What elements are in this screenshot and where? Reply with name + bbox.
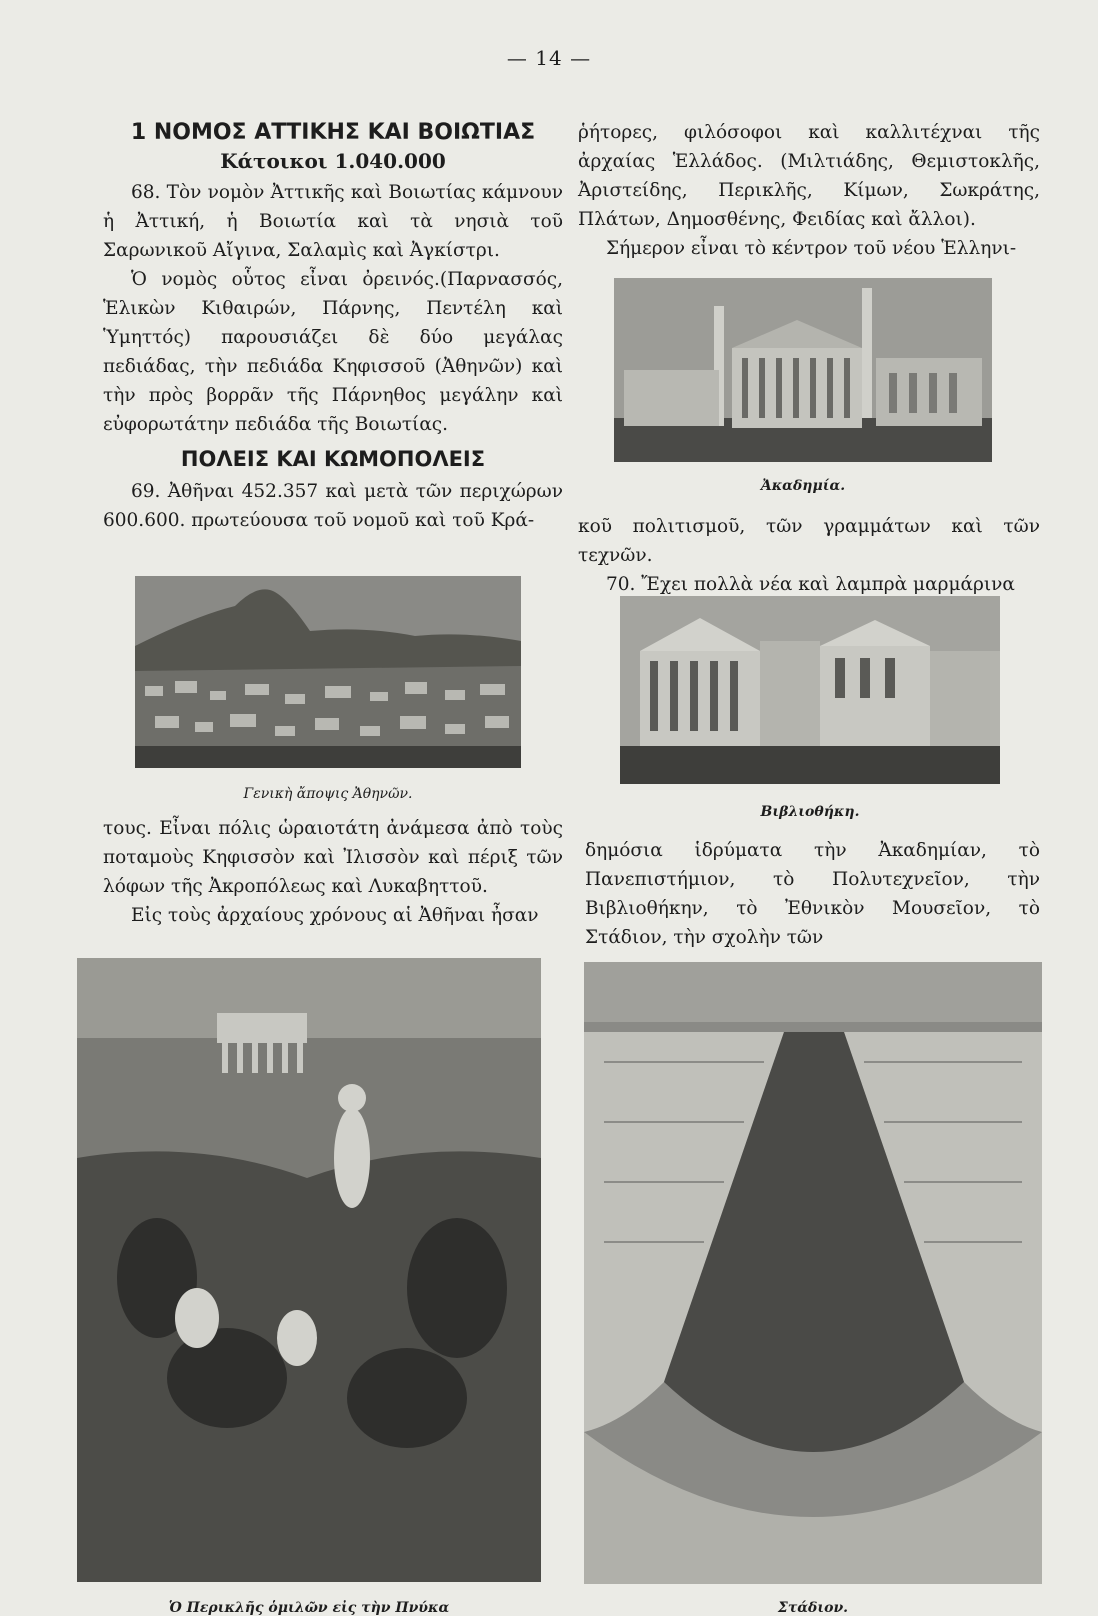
athens-view-photo [135, 576, 521, 768]
paragraph-69-cont: τους. Εἶναι πόλις ὡραιοτάτη ἀνάμεσα ἀπὸ τοὺς ποταμοὺς Κηφισσὸν καὶ Ἰλισσὸν καὶ πέριξ τῶν λόφων τῆς Ἀκροπόλεως καὶ Λυκαβηττοῦ. [103, 818, 563, 897]
right-column-middle [578, 512, 1040, 599]
paragraph-modern-center: Σήμερον εἶναι τὸ κέντρον τοῦ νέου Ἑλληνι- [606, 238, 1017, 259]
caption-athens-view: Γενικὴ ἄποψις Ἀθηνῶν. [243, 786, 413, 802]
paragraph-68: 68. Τὸν νομὸν Ἀττικῆς καὶ Βοιωτίας κάμνουν ἡ Ἀττική, ἡ Βοιωτία καὶ τὰ νησιὰ τοῦ Σαρωνικοῦ Αἴγινα, Σαλαμὶς καὶ Ἀγκίστρι. [103, 182, 563, 261]
chapter-heading: 1 ΝΟΜΟΣ ΑΤΤΙΚΗΣ ΚΑΙ ΒΟΙΩΤΙΑΣ [130, 120, 536, 145]
paragraph-69-ancient: Εἰς τοὺς ἀρχαίους χρόνους αἱ Ἀθῆναι ἦσαν [131, 905, 539, 926]
paragraph-70-institutions: δημόσια ἱδρύματα τὴν Ἀκαδημίαν, τὸ Πανεπιστήμιον, τὸ Πολυτεχνεῖον, τὴν Βιβλιοθήκην, τὸ Ἐθνικὸν Μουσεῖον, τὸ Στάδιον, τὴν σχολὴν τῶν [585, 840, 1040, 948]
paragraph-68-geography: Ὁ νομὸς οὗτος εἶναι ὀρεινός.(Παρνασσός, Ἑλικὼν Κιθαιρών, Πάρνης, Πεντέλη καὶ Ὑμηττός) παρουσιάζει δὲ δύο μεγάλας πεδιάδας, τὴν πεδιάδα Κηφισσοῦ (Ἀθηνῶν) καὶ τὴν πρὸς βορρᾶν τῆς Πάρνηθος μεγάλην καὶ εὐφορωτάτην πεδιάδα τῆς Βοιωτίας. [103, 269, 563, 435]
paragraph-famous-greeks: ῥήτορες, φιλόσοφοι καὶ καλλιτέχναι τῆς ἀρχαίας Ἑλλάδος. (Μιλτιάδης, Θεμιστοκλῆς, Ἀριστείδης, Περικλῆς, Κίμων, Σωκράτης, Πλάτων, Δημοσθένης, Φειδίας καὶ ἄλλοι). [578, 122, 1040, 230]
caption-academy: Ἀκαδημία. [760, 478, 846, 494]
left-column-middle [103, 814, 563, 930]
right-column-lower [585, 836, 1040, 952]
caption-library: Βιβλιοθήκη. [760, 804, 860, 820]
caption-stadium: Στάδιον. [777, 1600, 849, 1616]
stadium-photo [584, 962, 1042, 1584]
paragraph-culture: κοῦ πολιτισμοῦ, τῶν γραμμάτων καὶ τῶν τεχνῶν. [578, 516, 1040, 566]
page-number: — 14 — [506, 46, 592, 70]
academy-photo [614, 278, 992, 462]
paragraph-70: 70. Ἔχει πολλὰ νέα καὶ λαμπρὰ μαρμάρινα [606, 574, 1015, 595]
library-photo [620, 596, 1000, 784]
left-column-top [103, 118, 563, 535]
population-line: Κάτοικοι 1.040.000 [220, 149, 446, 173]
paragraph-69: 69. Ἀθῆναι 452.357 καὶ μετὰ τῶν περιχώρων 600.600. πρωτεύουσα τοῦ νομοῦ καὶ τοῦ Κρά- [103, 481, 563, 531]
section-heading-cities: ΠΟΛΕΙΣ ΚΑΙ ΚΩΜΟΠΟΛΕΙΣ [180, 447, 486, 471]
right-column-top [578, 118, 1040, 263]
caption-pericles: Ὁ Περικλῆς ὁμιλῶν εἰς τὴν Πνύκα [168, 1600, 450, 1616]
pericles-painting [77, 958, 541, 1582]
